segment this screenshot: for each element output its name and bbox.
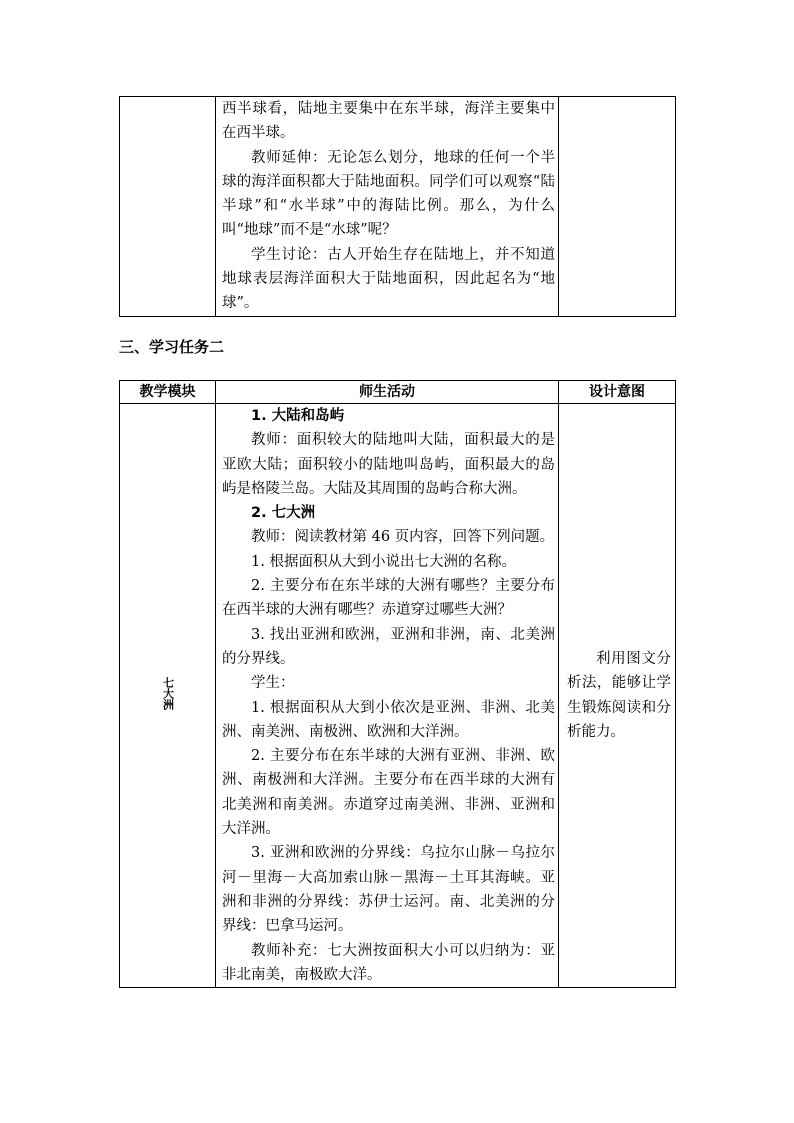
paragraph-teacher-reading: 教师：阅读教材第 46 页内容，回答下列问题。: [251, 529, 555, 546]
paragraph-answer-3: 3. 亚洲和欧洲的分界线：乌拉尔山脉－乌拉尔河－里海－大高加索山脉－黑海－土耳其海峡。亚洲和非洲的分界线：苏伊士运河。南、北美洲的分界线：巴拿马运河。: [222, 845, 555, 935]
intent-cell-empty: [559, 97, 676, 317]
intent-text: 利用图文分析法，能够让学生锻炼阅读和分析能力。: [567, 650, 671, 740]
paragraph-student-label: 学生：: [251, 675, 295, 692]
header-module: 教学模块: [120, 381, 216, 404]
paragraph-student-discussion: 学生讨论：古人开始生存在陆地上，并不知道地球表层海洋面积大于陆地面积，因此起名为“地球”。: [222, 246, 555, 312]
activity-cell: [216, 97, 559, 317]
paragraph-teacher-supplement: 教师补充：七大洲按面积大小可以归纳为：亚非北南美，南极欧大洋。: [222, 942, 555, 983]
module-cell-empty: [120, 97, 216, 317]
module-label: 七大洲: [161, 677, 175, 711]
section-heading: 三、学习任务二: [119, 338, 225, 356]
paragraph-question-1: 1. 根据面积从大到小说出七大洲的名称。: [251, 553, 516, 570]
learning-task-table: [119, 380, 676, 988]
header-intent: 设计意图: [559, 381, 676, 404]
module-cell: [120, 404, 216, 988]
subheading-seven-continents: 2. 七大洲: [251, 505, 316, 522]
activity-cell: [216, 404, 559, 988]
continuation-table: [119, 96, 676, 317]
paragraph-hemisphere-summary: 西半球看，陆地主要集中在东半球，海洋主要集中在西半球。: [222, 101, 555, 142]
paragraph-question-2: 2. 主要分布在东半球的大洲有哪些？主要分布在西半球的大洲有哪些？赤道穿过哪些大洲？: [222, 578, 555, 619]
paragraph-teacher-continents: 教师：面积较大的陆地叫大陆，面积最大的是亚欧大陆；面积较小的陆地叫岛屿，面积最大的岛屿是格陵兰岛。大陆及其周围的岛屿合称大洲。: [222, 432, 555, 497]
paragraph-answer-1: 1. 根据面积从大到小依次是亚洲、非洲、北美洲、南美洲、南极洲、欧洲和大洋洲。: [222, 699, 555, 740]
header-activity: 师生活动: [216, 381, 559, 404]
paragraph-question-3: 3. 找出亚洲和欧洲，亚洲和非洲，南、北美洲的分界线。: [222, 626, 555, 667]
intent-cell: [559, 404, 676, 988]
paragraph-answer-2: 2. 主要分布在东半球的大洲有亚洲、非洲、欧洲、南极洲和大洋洲。主要分布在西半球的大洲有北美洲和南美洲。赤道穿过南美洲、非洲、亚洲和大洋洲。: [222, 748, 555, 838]
subheading-continents-islands: 1. 大陆和岛屿: [251, 408, 345, 424]
paragraph-teacher-extension: 教师延伸：无论怎么划分，地球的任何一个半球的海洋面积都大于陆地面积。同学们可以观察“陆半球”和“水半球”中的海陆比例。那么，为什么叫“地球”而不是“水球”呢？: [222, 149, 555, 239]
